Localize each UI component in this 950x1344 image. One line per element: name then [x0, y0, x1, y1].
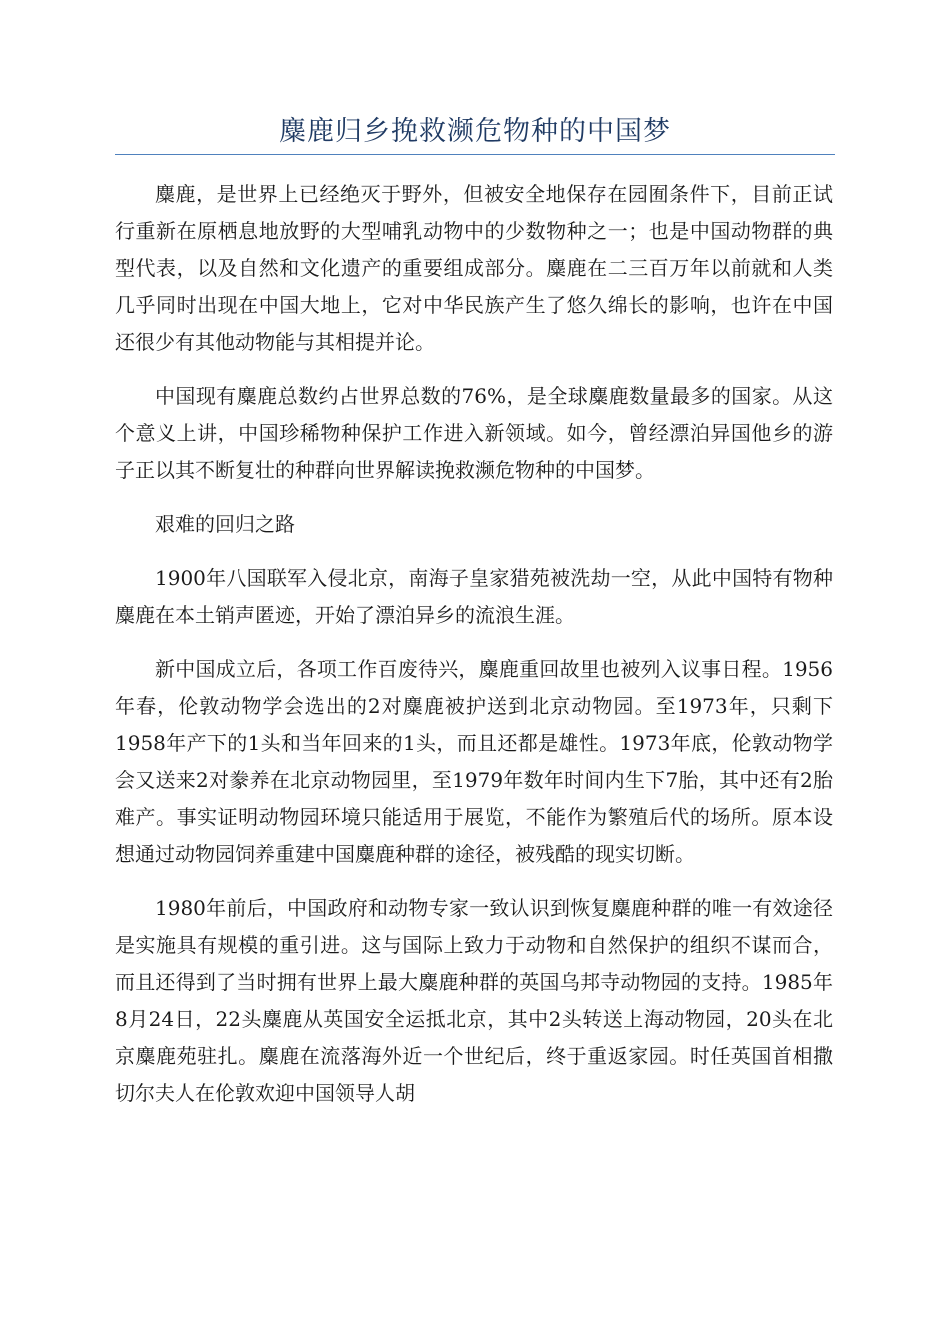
paragraph-1980: 1980年前后，中国政府和动物专家一致认识到恢复麋鹿种群的唯一有效途径是实施具有规模的重引进。这与国际上致力于动物和自然保护的组织不谋而合，而且还得到了当时拥有世界上最大麋鹿种群的英国乌邦寺动物园的支持。1985年8月24日，22头麋鹿从英国安全运抵北京，其中2头转送上海动物园，20头在北京麋鹿苑驻扎。麋鹿在流落海外近一个世纪后，终于重返家园。时任英国首相撒切尔夫人在伦敦欢迎中国领导人胡: [115, 896, 833, 1105]
document-body: [115, 176, 833, 1129]
paragraph-1900: 1900年八国联军入侵北京，南海子皇家猎苑被洗劫一空，从此中国特有物种麋鹿在本土销声匿迹，开始了漂泊异乡的流浪生涯。: [115, 566, 833, 627]
section-heading: 艰难的回归之路: [155, 512, 295, 536]
paragraph-new-china: 新中国成立后，各项工作百废待兴，麋鹿重回故里也被列入议事日程。1956年春，伦敦动物学会选出的2对麋鹿被护送到北京动物园。至1973年，只剩下1958年产下的1头和当年回来的1头，而且还都是雄性。1973年底，伦敦动物学会又送来2对豢养在北京动物园里，至1979年数年时间内生下7胎，其中还有2胎难产。事实证明动物园环境只能适用于展览，不能作为繁殖后代的场所。原本设想通过动物园饲养重建中国麋鹿种群的途径，被残酷的现实切断。: [115, 657, 833, 866]
title-underline: [115, 154, 835, 155]
document-title: 麋鹿归乡挽救濒危物种的中国梦: [279, 116, 671, 147]
paragraph-intro: 麋鹿，是世界上已经绝灭于野外，但被安全地保存在园囿条件下，目前正试行重新在原栖息地放野的大型哺乳动物中的少数物种之一；也是中国动物群的典型代表，以及自然和文化遗产的重要组成部分。麋鹿在二三百万年以前就和人类几乎同时出现在中国大地上，它对中华民族产生了悠久绵长的影响，也许在中国还很少有其他动物能与其相提并论。: [115, 182, 833, 354]
paragraph-population: 中国现有麋鹿总数约占世界总数的76%，是全球麋鹿数量最多的国家。从这个意义上讲，中国珍稀物种保护工作进入新领域。如今，曾经漂泊异国他乡的游子正以其不断复壮的种群向世界解读挽救濒危物种的中国梦。: [115, 384, 833, 482]
